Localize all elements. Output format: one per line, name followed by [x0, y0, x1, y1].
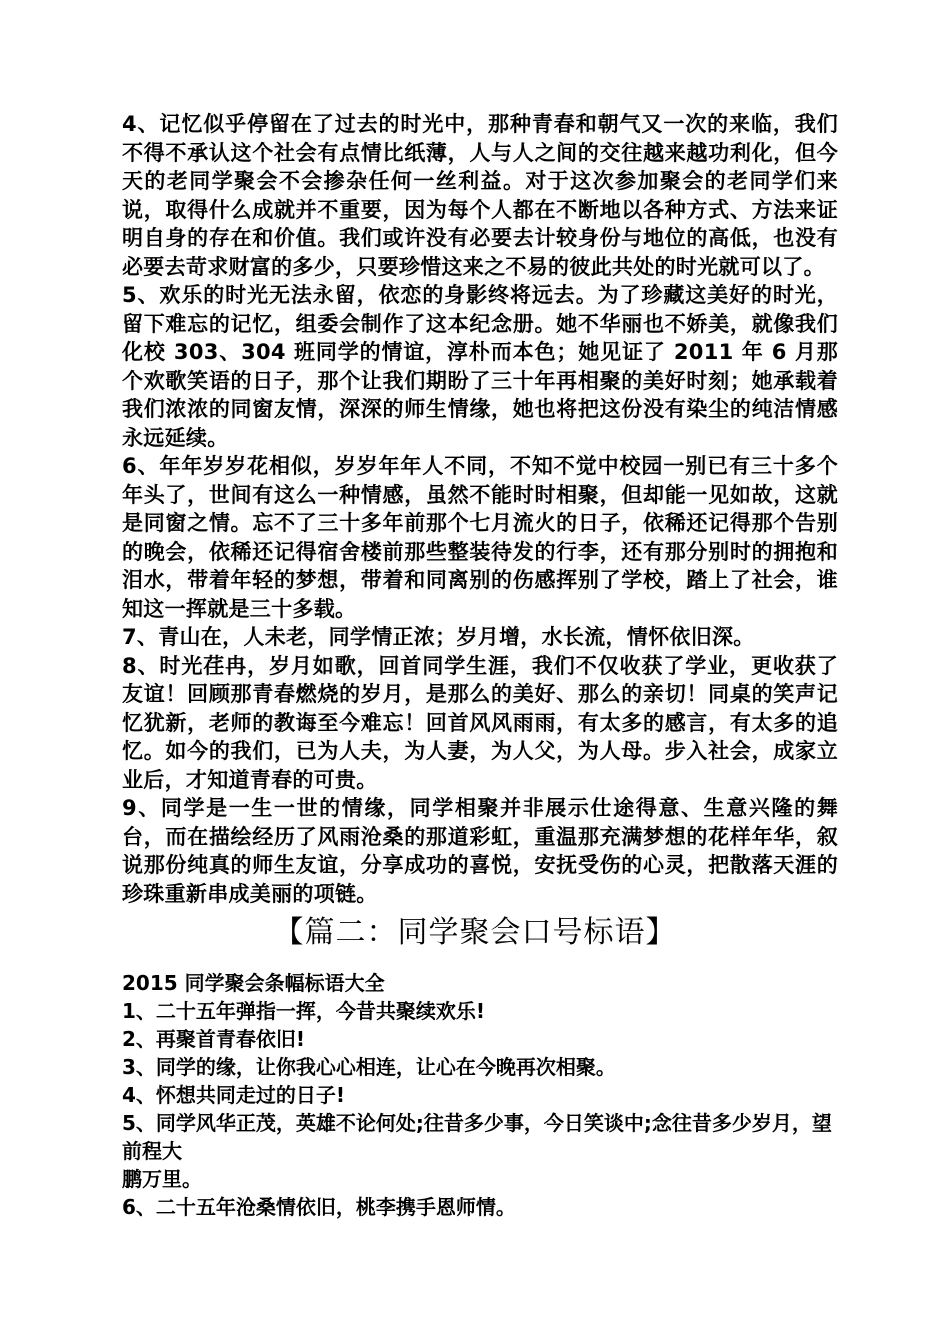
essay-section — [116, 110, 838, 908]
paragraph-5: 5、欢乐的时光无法永留，依恋的身影终将远去。为了珍藏这美好的时光，留下难忘的记忆，组委会制作了这本纪念册。她不华丽也不娇美，就像我们化校 303、304 班同学的情谊，淳朴而本色；她见证了 2011 年 6 月那个欢歌笑语的日子，那个让我们期盼了三十年再相聚的美好时刻；她承载着我们浓浓的同窗友情，深深的师生情缘，她也将把这份没有染尘的纯洁情感永远延续。 — [122, 283, 838, 450]
paragraph-6: 6、年年岁岁花相似，岁岁年年人不同，不知不觉中校园一别已有三十多个年头了，世间有这么一种情感，虽然不能时时相聚，但却能一见如故，这就是同窗之情。忘不了三十多年前那个七月流火的日子，依稀还记得那个告别的晚会，依稀还记得宿舍楼前那些整装待发的行李，还有那分别时的拥抱和泪水，带着年轻的梦想，带着和同离别的伤感挥别了学校，踏上了社会，谁知这一挥就是三十多载。 — [122, 454, 838, 621]
slogan-item: 6、二十五年沧桑情依旧，桃李携手恩师情。 — [122, 1195, 516, 1219]
paragraph-7: 7、青山在，人未老，同学情正浓；岁月增，水长流，情怀依旧深。 — [122, 625, 755, 649]
slogan-section — [116, 970, 838, 1221]
slogan-list-title: 2015 同学聚会条幅标语大全 — [122, 971, 385, 995]
slogan-item: 1、二十五年弹指一挥，今昔共聚续欢乐! — [122, 999, 486, 1023]
paragraph-8: 8、时光荏冉，岁月如歌，回首同学生涯，我们不仅收获了学业，更收获了友谊！回顾那青春燃烧的岁月，是那么的美好、那么的亲切！同桌的笑声记忆犹新，老师的教诲至今难忘！回首风风雨雨，有太多的感言，有太多的追忆。如今的我们，已为人夫，为人妻，为人父，为人母。步入社会，成家立业后，才知道青春的可贵。 — [122, 653, 838, 792]
paragraph-9: 9、同学是一生一世的情缘，同学相聚并非展示仕途得意、生意兴隆的舞台，而在描绘经历了风雨沧桑的那道彩虹，重温那充满梦想的花样年华，叙说那份纯真的师生友谊，分享成功的喜悦，安抚受伤的心灵，把散落天涯的珍珠重新串成美丽的项链。 — [122, 796, 838, 906]
slogan-item: 3、同学的缘，让你我心心相连，让心在今晚再次相聚。 — [122, 1055, 616, 1079]
slogan-item: 5、同学风华正茂，英雄不论何处;往昔多少事，今日笑谈中;念往昔多少岁月，望前程大 — [122, 1111, 832, 1163]
slogan-item: 2、再聚首青春依旧! — [122, 1027, 306, 1051]
slogan-item-continued: 鹏万里。 — [122, 1167, 202, 1191]
section-heading: 【篇二：同学聚会口号标语】 — [273, 915, 677, 950]
slogan-item: 4、怀想共同走过的日子! — [122, 1083, 346, 1107]
paragraph-4: 4、记忆似乎停留在了过去的时光中，那种青春和朝气又一次的来临，我们不得不承认这个社会有点情比纸薄，人与人之间的交往越来越功利化，但今天的老同学聚会不会掺杂任何一丝利益。对于这次参加聚会的老同学们来说，取得什么成就并不重要，因为每个人都在不断地以各种方式、方法来证明自身的存在和价值。我们或许没有必要去计较身份与地位的高低，也没有必要去苛求财富的多少，只要珍惜这来之不易的彼此共处的时光就可以了。 — [122, 112, 838, 279]
